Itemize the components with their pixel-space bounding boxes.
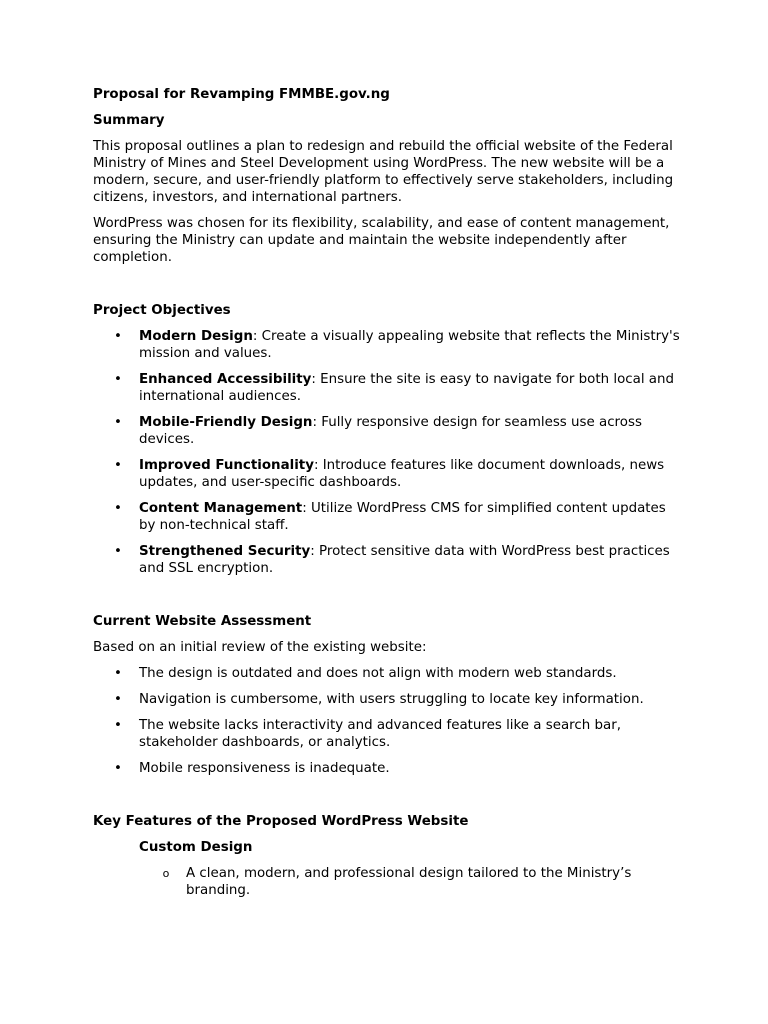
list-item: [93, 328, 683, 362]
circle-bullet-icon: o: [162, 867, 170, 880]
list-item: [93, 665, 683, 682]
assessment-item-text: The design is outdated and does not align with modern web standards.: [139, 666, 617, 681]
bullet-icon: •: [114, 761, 122, 776]
bullet-icon: •: [114, 458, 122, 473]
assessment-item-text: Navigation is cumbersome, with users struggling to locate key information.: [139, 692, 644, 707]
bullet-icon: •: [114, 692, 122, 707]
bullet-icon: •: [114, 544, 122, 559]
summary-paragraph: WordPress was chosen for its flexibility, scalability, and ease of content management, ensuring the Ministry can update and maintain the website independently after completion.: [93, 216, 670, 265]
objective-term: Modern Design: [139, 329, 253, 344]
list-item: [93, 543, 683, 577]
objective-text: : Create a visually appealing website that reflects the Ministry's mission and values.: [139, 329, 680, 361]
objectives-heading: Project Objectives: [93, 303, 231, 318]
bullet-icon: •: [114, 718, 122, 733]
assessment-item-text: The website lacks interactivity and advanced features like a search bar, stakeholder dashboards, or analytics.: [139, 718, 621, 750]
list-item: [93, 457, 683, 491]
summary-heading: Summary: [93, 113, 165, 128]
features-list: [93, 865, 683, 899]
list-item: [93, 865, 683, 899]
document-title: Proposal for Revamping FMMBE.gov.ng: [93, 87, 390, 102]
assessment-item-text: Mobile responsiveness is inadequate.: [139, 761, 390, 776]
objective-term: Enhanced Accessibility: [139, 372, 312, 387]
list-item: [93, 500, 683, 534]
objective-term: Mobile-Friendly Design: [139, 415, 313, 430]
list-item: [93, 691, 683, 708]
features-heading: Key Features of the Proposed WordPress Website: [93, 814, 469, 829]
objective-text: : Fully responsive design for seamless use across devices.: [139, 415, 642, 447]
objective-term: Improved Functionality: [139, 458, 314, 473]
features-subheading: Custom Design: [139, 840, 253, 855]
bullet-icon: •: [114, 372, 122, 387]
document-page: [93, 86, 683, 899]
summary-paragraph: This proposal outlines a plan to redesign and rebuild the official website of the Federal Ministry of Mines and Steel Development using WordPress. The new website will be a modern, secure, and user-friendly platform to effectively serve stakeholders, including citizens, investors, and international partners.: [93, 139, 674, 205]
bullet-icon: •: [114, 329, 122, 344]
assessment-intro: Based on an initial review of the existing website:: [93, 640, 427, 655]
list-item: [93, 371, 683, 405]
bullet-icon: •: [114, 666, 122, 681]
feature-item-text: A clean, modern, and professional design tailored to the Ministry’s branding.: [186, 866, 632, 898]
objective-text: : Protect sensitive data with WordPress best practices and SSL encryption.: [139, 544, 670, 576]
objective-text: : Ensure the site is easy to navigate for both local and international audiences.: [139, 372, 674, 404]
list-item: [93, 717, 683, 751]
assessment-list: [93, 665, 683, 777]
objective-text: : Utilize WordPress CMS for simplified content updates by non-technical staff.: [139, 501, 666, 533]
list-item: [93, 414, 683, 448]
objective-text: : Introduce features like document downloads, news updates, and user-specific dashboards.: [139, 458, 665, 490]
bullet-icon: •: [114, 501, 122, 516]
bullet-icon: •: [114, 415, 122, 430]
list-item: [93, 760, 683, 777]
objectives-list: [93, 328, 683, 577]
objective-term: Strengthened Security: [139, 544, 311, 559]
objective-term: Content Management: [139, 501, 303, 516]
assessment-heading: Current Website Assessment: [93, 614, 312, 629]
